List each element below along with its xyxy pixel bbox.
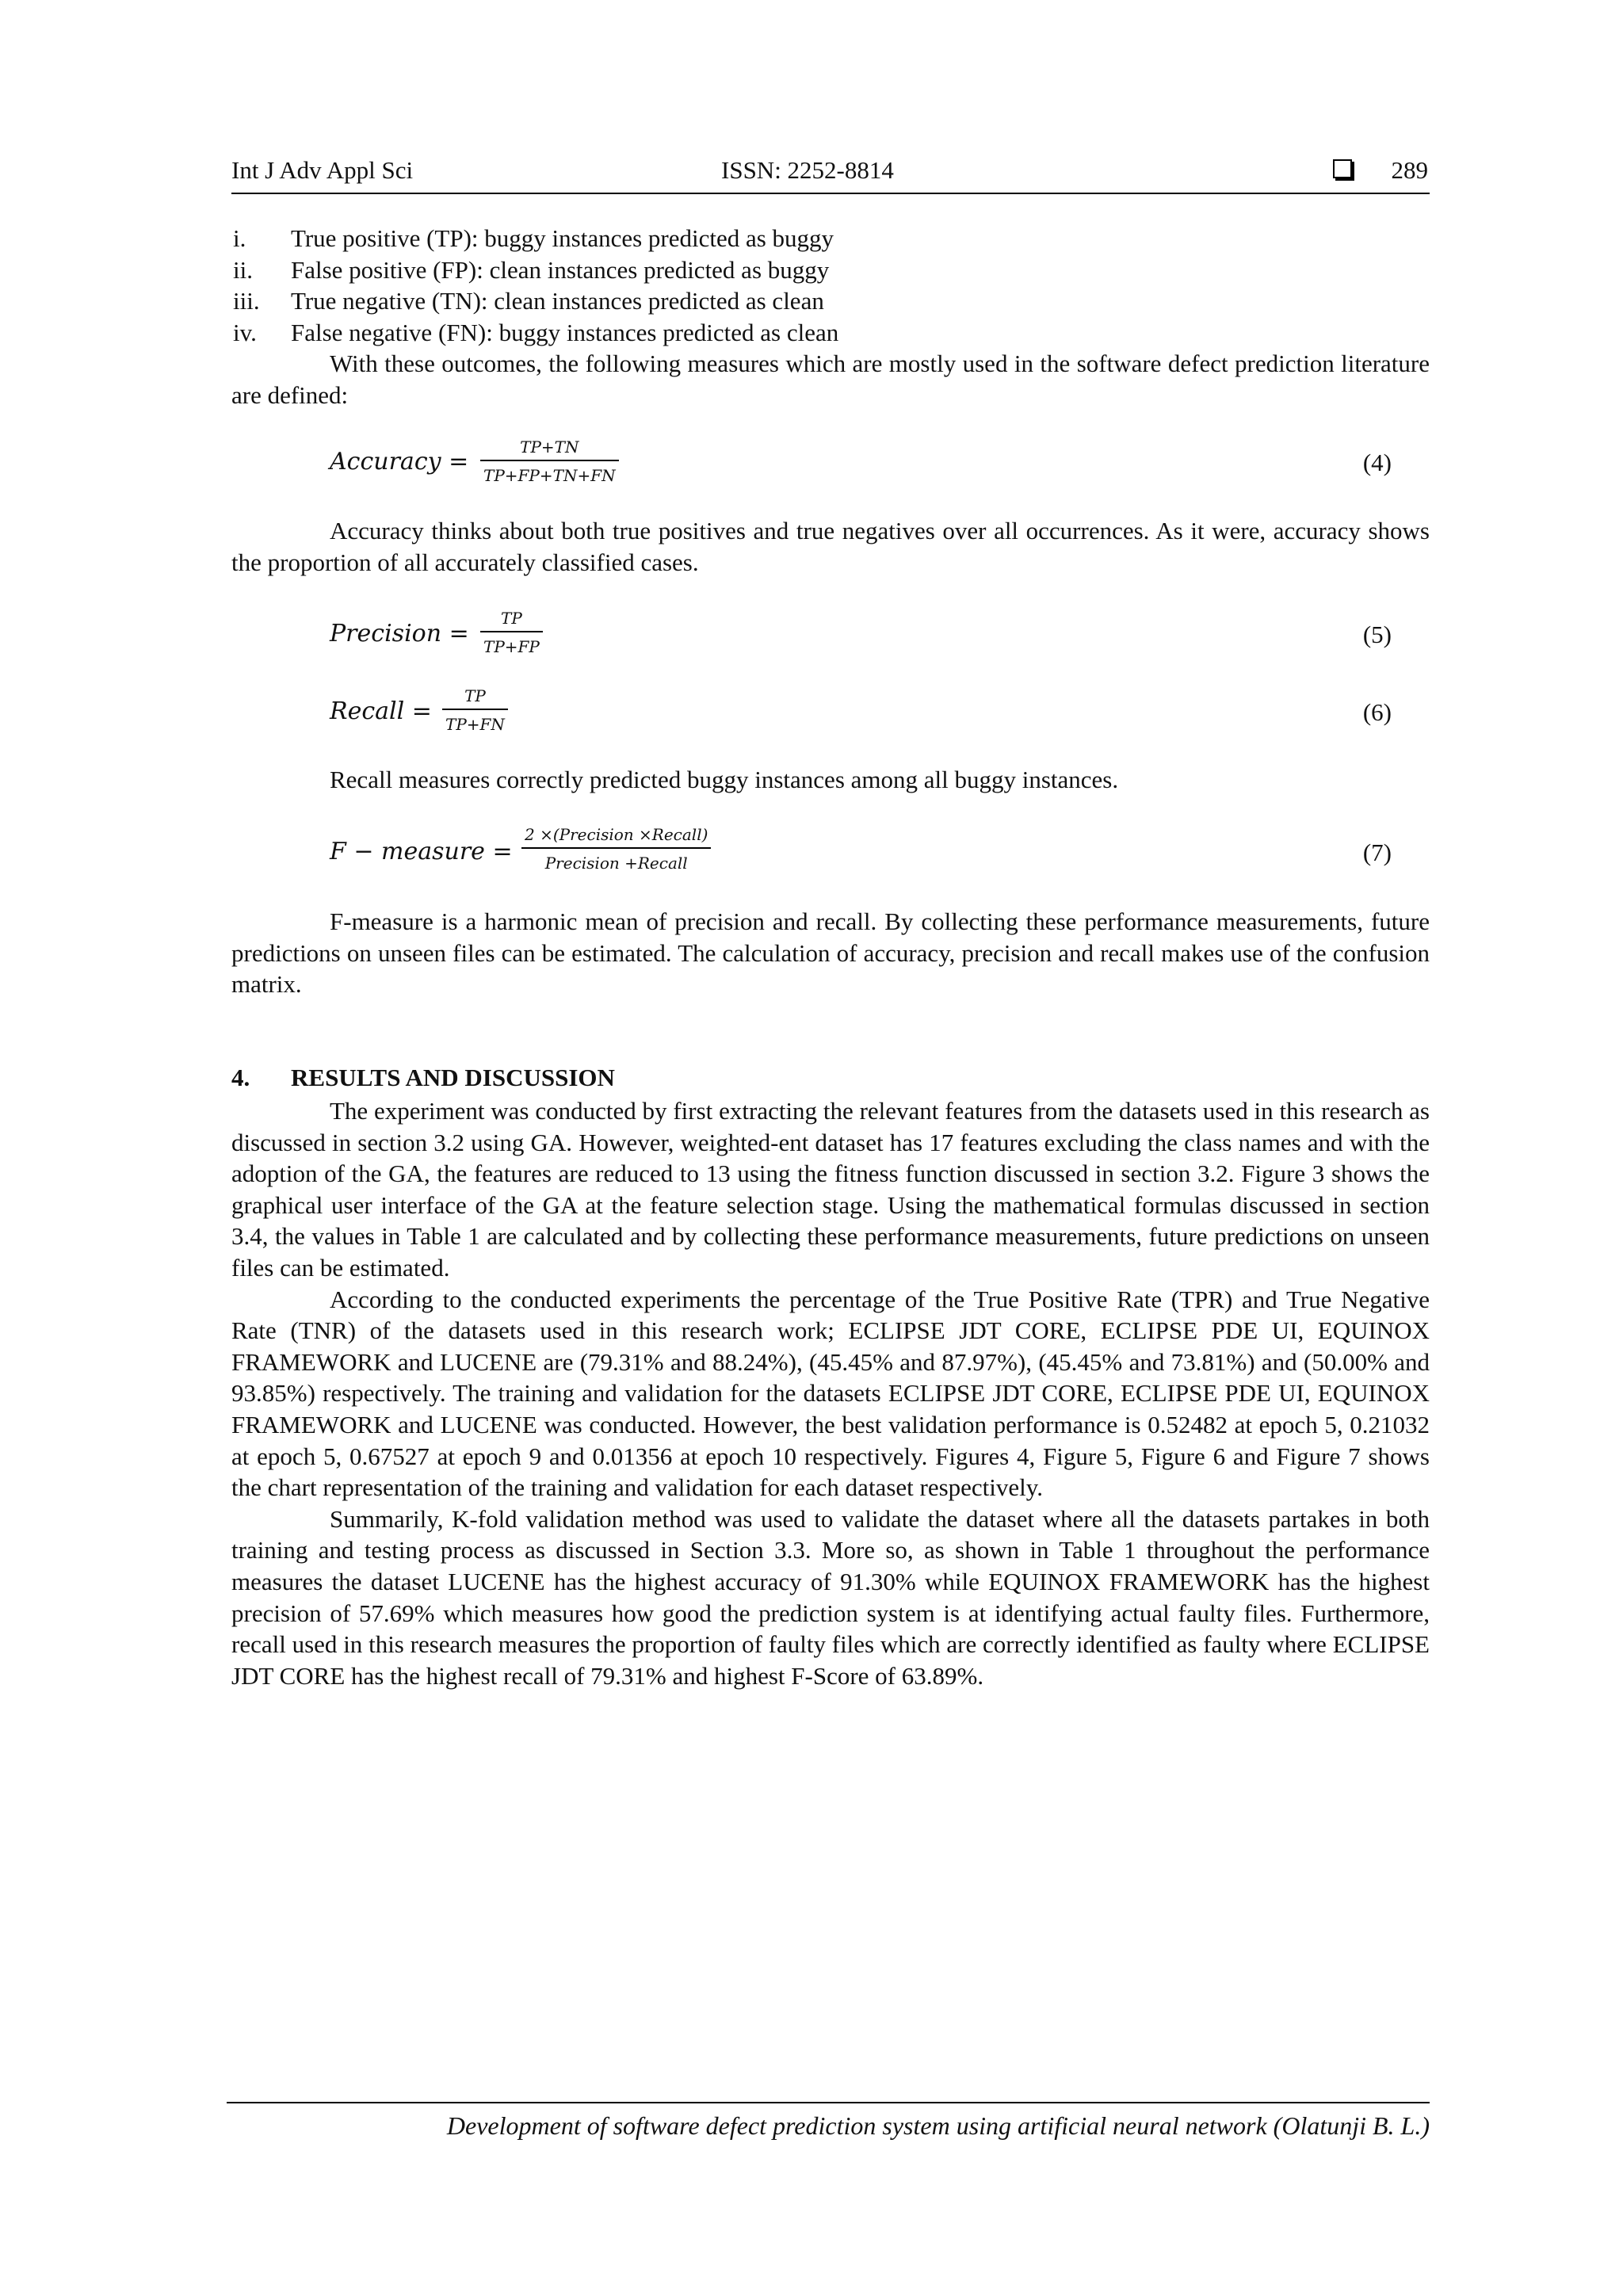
equation-number: (6): [1362, 698, 1392, 726]
paragraph: According to the conducted experiments the percentage of the True Positive Rate (TPR) and True Negative Rate (TNR) of the datasets used in this research work; ECLIPSE JDT CORE, ECLIPSE PDE UI, EQUINOX FRAMEWORK and LUCENE are (79.31% and 88.24%), (45.45% and 87.97%), (45.45% and 73.81%) and (50.00% and 93.85%) respectively. The training and validation for the datasets ECLIPSE JDT CORE, ECLIPSE PDE UI, EQUINOX FRAMEWORK and LUCENE was conducted. However, the best validation performance is 0.52482 at epoch 5, 0.21032 at epoch 5, 0.67527 at epoch 9 and 0.01356 at epoch 10 respectively. Figures 4, Figure 5, Figure 6 and Figure 7 shows the chart representation of the training and validation for each dataset respectively.: [231, 1285, 1430, 1502]
equation-accuracy: [330, 437, 1392, 501]
measures-intro: [231, 348, 1430, 411]
fraction-numerator: TP: [442, 686, 508, 710]
equation-lhs: Recall =: [330, 697, 432, 725]
fraction-numerator: TP+TN: [480, 437, 619, 461]
section-title: RESULTS AND DISCUSSION: [291, 1064, 615, 1091]
paragraph: Recall measures correctly predicted buggy instances among all buggy instances.: [330, 766, 1119, 793]
fraction-denominator: TP+FP: [483, 637, 540, 656]
running-footer: [227, 2102, 1430, 2140]
list-item: [231, 317, 1430, 349]
equation-number: (5): [1362, 621, 1392, 648]
equation-fraction: [521, 825, 711, 873]
square-bullet-icon: [1333, 159, 1352, 178]
list-item: [231, 285, 1430, 317]
paragraph: F-measure is a harmonic mean of precision and recall. By collecting these performance measurements, future predictions on unseen files can be estimated. The calculation of accuracy, precision and recall makes use of the confusion matrix.: [231, 907, 1430, 999]
recall-explanation: [231, 764, 1430, 796]
list-text: True positive (TP): buggy instances predicted as buggy: [291, 224, 834, 252]
fraction-numerator: 2 ×(Precision ×Recall): [521, 825, 711, 849]
fmeasure-explanation: [231, 906, 1430, 1000]
issn: ISSN: 2252-8814: [721, 156, 894, 184]
outcome-list: [231, 223, 1430, 348]
list-number: ii.: [233, 255, 253, 284]
list-number: iv.: [233, 318, 257, 346]
equation-fraction: [442, 686, 508, 734]
equation-fmeasure: [330, 825, 1392, 888]
paragraph: The experiment was conducted by first extracting the relevant features from the datasets used in this research as discussed in section 3.2 using GA. However, weighted-ent dataset has 17 features excluding the class names and with the adoption of the GA, the features are reduced to 13 using the fitness function discussed in section 3.2. Figure 3 shows the graphical user interface of the GA at the feature selection stage. Using the mathematical formulas discussed in section 3.4, the values in Table 1 are calculated and by collecting these performance measurements, future predictions on unseen files can be estimated.: [231, 1097, 1430, 1282]
equation-lhs: F − measure =: [330, 838, 513, 865]
list-text: False negative (FN): buggy instances predicted as clean: [291, 318, 839, 346]
list-item: [231, 254, 1430, 286]
running-header: [231, 155, 1430, 194]
equation-number: (4): [1362, 449, 1392, 476]
accuracy-explanation: [231, 515, 1430, 578]
results-body: [231, 1095, 1430, 1691]
list-number: iii.: [233, 287, 260, 315]
equation-fraction: [480, 437, 619, 485]
page-number: 289: [1391, 156, 1428, 184]
equation-recall: [330, 686, 1392, 750]
paragraph: Summarily, K-fold validation method was used to validate the dataset where all the datasets partakes in both training and testing process as discussed in Section 3.3. More so, as shown in Table 1 throughout the performance measures the dataset LUCENE has the highest accuracy of 91.30% while EQUINOX FRAMEWORK has the highest precision of 57.69% which measures how good the prediction system is at identifying actual faulty files. Furthermore, recall used in this research measures the proportion of faulty files which are correctly identified as faulty where ECLIPSE JDT CORE has the highest recall of 79.31% and highest F-Score of 63.89%.: [231, 1504, 1430, 1690]
equation-lhs: Accuracy =: [330, 448, 469, 476]
equation-number: (7): [1362, 839, 1392, 866]
equation-lhs: Precision =: [330, 620, 469, 648]
paragraph: Accuracy thinks about both true positives and true negatives over all occurrences. As it were, accuracy shows the proportion of all accurately classified cases.: [231, 517, 1430, 576]
list-item: [231, 223, 1430, 254]
fraction-numerator: TP: [480, 609, 543, 632]
footer-title: Development of software defect prediction system using artificial neural network (Olatunji B. L.): [446, 2111, 1430, 2140]
list-text: True negative (TN): clean instances predicted as clean: [291, 287, 824, 315]
journal-name: Int J Adv Appl Sci: [231, 156, 414, 184]
equation-fraction: [480, 609, 543, 656]
fraction-denominator: TP+FP+TN+FN: [483, 466, 616, 485]
fraction-denominator: TP+FN: [445, 715, 505, 734]
section-number: 4.: [231, 1064, 250, 1091]
list-number: i.: [233, 224, 246, 252]
paragraph: With these outcomes, the following measures which are mostly used in the software defect prediction literature are defined:: [231, 350, 1430, 409]
list-text: False positive (FP): clean instances predicted as buggy: [291, 255, 830, 284]
fraction-denominator: Precision +Recall: [544, 854, 688, 873]
equation-precision: [330, 609, 1392, 672]
